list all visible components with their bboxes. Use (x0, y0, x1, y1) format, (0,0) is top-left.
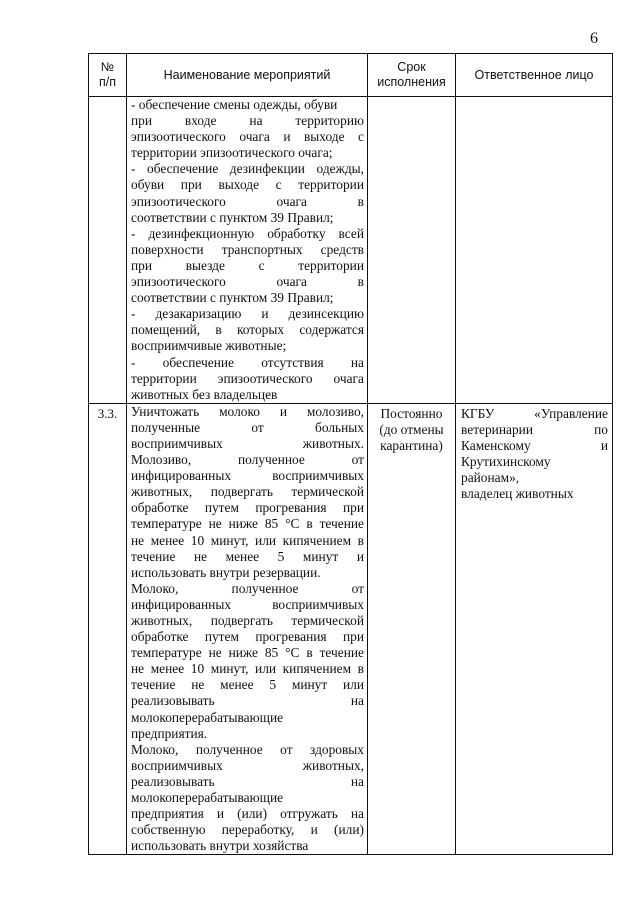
text-line: полученные от больных (131, 419, 364, 435)
text-line: использовать внутри резервации. (131, 564, 321, 580)
row-measures-text (127, 403, 368, 855)
header-name: Наименование мероприятий (127, 54, 368, 97)
text-line: Молозиво, полученное от (131, 452, 364, 468)
text-line: помещений, в которых содержатся (131, 322, 364, 338)
text-line: Уничтожать молоко и молозиво, (131, 403, 364, 419)
text-line: молокоперерабатывающие (131, 709, 284, 725)
text-line: Молоко, полученное от (131, 580, 364, 596)
text-line: собственную переработку, и (или) (131, 822, 364, 838)
text-line: предприятия. (131, 725, 208, 741)
text-line: соответствии с пунктом 39 Правил; (131, 209, 334, 225)
text-line: - обеспечение смены одежды, обуви (131, 97, 338, 112)
row-number (89, 97, 127, 404)
table-row (89, 97, 613, 404)
text-line: восприимчивых животных. (131, 435, 364, 451)
table-header-row (89, 54, 613, 97)
text-line: территории эпизоотического очага (131, 370, 364, 386)
text-line: эпизоотического очага в (131, 193, 364, 209)
text-line: территории эпизоотического очага; (131, 145, 333, 161)
row-measures-text (127, 97, 368, 404)
text-line: течение не менее 5 минут и (131, 548, 364, 564)
text-line: КГБУ «Управление (461, 405, 608, 421)
text-line: животных без владельцев (131, 386, 278, 402)
text-line: при входе на территорию (131, 113, 364, 129)
text-line: Каменскому и (461, 437, 608, 453)
text-line: - дезакаризацию и дезинсекцию (131, 306, 364, 322)
text-line: - дезинфекционную обработку всей (131, 225, 364, 241)
text-line: эпизоотического очага в (131, 274, 364, 290)
text-line: обработке путем прогревания при (131, 629, 364, 645)
text-line: животных, подвергать термической (131, 484, 364, 500)
text-line: эпизоотического очага и выходе с (131, 129, 364, 145)
text-line: ветеринарии по (461, 421, 608, 437)
text-line: не менее 10 минут, или кипячением в (131, 532, 364, 548)
row-number: 3.3. (89, 403, 127, 855)
page-number: 6 (590, 30, 598, 47)
text-line: обработке путем прогревания при (131, 500, 364, 516)
text-line: - обеспечение отсутствия на (131, 354, 364, 370)
text-line: использовать внутри хозяйства (131, 838, 309, 854)
text-line: температуре не ниже 85 °С в течение (131, 516, 364, 532)
text-line: не менее 10 минут, или кипячением в (131, 661, 364, 677)
text-line: реализовывать на (131, 693, 364, 709)
row-responsible (456, 97, 613, 404)
text-line: температуре не ниже 85 °С в течение (131, 645, 364, 661)
text-line: владелец животных (461, 486, 574, 502)
text-line: обуви при выходе с территории (131, 177, 364, 193)
header-responsible: Ответственное лицо (456, 54, 613, 97)
text-line: молокоперерабатывающие (131, 790, 284, 806)
text-line: реализовывать на (131, 773, 364, 789)
text-line: - обеспечение дезинфекции одежды, (131, 161, 364, 177)
text-line: районам», (461, 470, 520, 486)
text-line: предприятия и (или) отгружать на (131, 806, 364, 822)
text-line: соответствии с пунктом 39 Правил; (131, 290, 334, 306)
text-line: Крутихинскому (461, 454, 551, 470)
text-line: инфицированных восприимчивых (131, 468, 364, 484)
table-row (89, 403, 613, 855)
text-line: животных, подвергать термической (131, 613, 364, 628)
row-responsible (456, 403, 613, 855)
row-term: Постоянно (до отмены карантина) (368, 403, 456, 855)
header-term: Срок исполнения (368, 54, 456, 97)
header-number: № п/п (89, 54, 127, 97)
text-line: восприимчивых животных, (131, 757, 364, 773)
text-line: течение не менее 5 минут или (131, 677, 364, 693)
text-line: при выезде с территории (131, 257, 364, 273)
text-line: восприимчивые животные; (131, 338, 287, 354)
text-line: инфицированных восприимчивых (131, 596, 364, 612)
text-line: поверхности транспортных средств (131, 241, 364, 257)
row-term (368, 97, 456, 404)
text-line: Молоко, полученное от здоровых (131, 741, 364, 757)
measures-table (88, 53, 613, 855)
